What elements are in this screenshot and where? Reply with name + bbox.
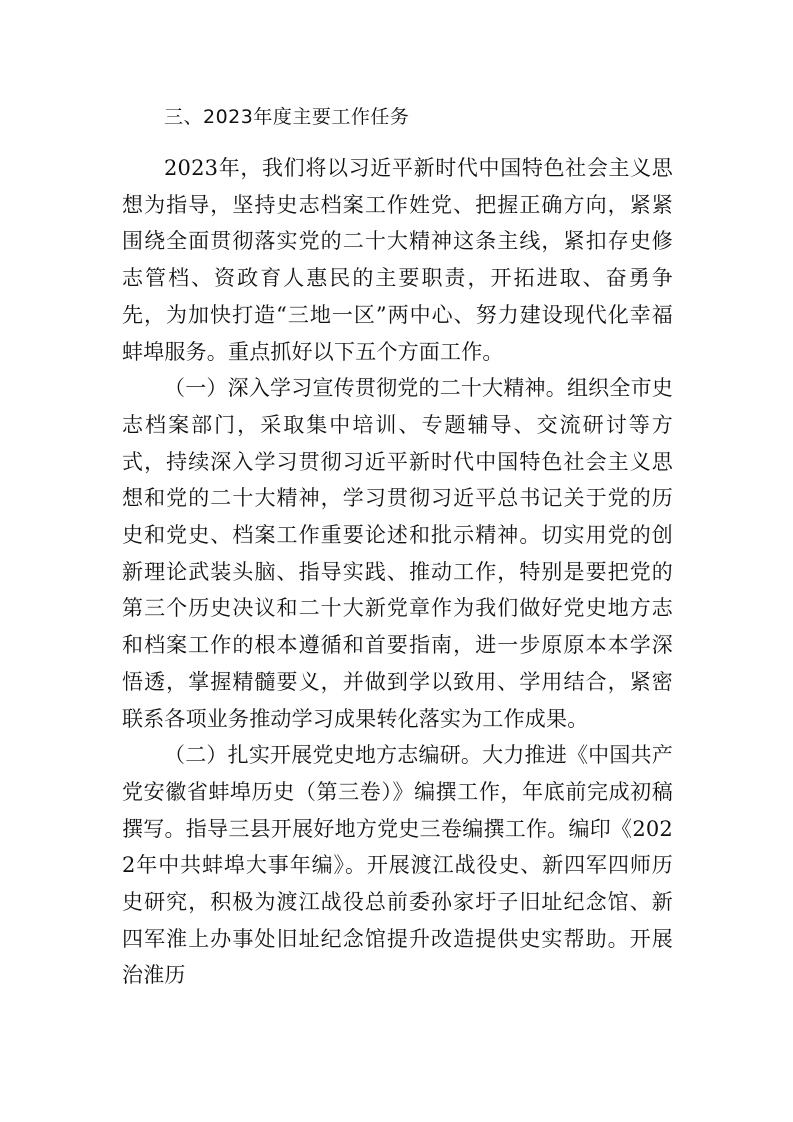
- section-heading: 三、2023年度主要工作任务: [164, 106, 410, 128]
- document-body: [122, 100, 673, 994]
- paragraph-intro: 2023年，我们将以习近平新时代中国特色社会主义思想为指导，坚持史志档案工作姓党、把握正确方向，紧紧围绕全面贯彻落实党的二十大精神这条主线，紧扣存史修志管档、资政育人惠民的主要职责，开拓进取、奋勇争先，为加快打造“三地一区”两中心、努力建设现代化幸福蚌埠服务。重点抓好以下五个方面工作。: [122, 156, 673, 364]
- paragraph-item-1: （一）深入学习宣传贯彻党的二十大精神。组织全市史志档案部门，采取集中培训、专题辅导、交流研讨等方式，持续深入学习贯彻习近平新时代中国特色社会主义思想和党的二十大精神，学习贯彻习近平总书记关于党的历史和党史、档案工作重要论述和批示精神。切实用党的创新理论武装头脑、指导实践、推动工作，特别是要把党的第三个历史决议和二十大新党章作为我们做好党史地方志和档案工作的根本遵循和首要指南，进一步原原本本学深悟透，掌握精髓要义，并做到学以致用、学用结合，紧密联系各项业务推动学习成果转化落实为工作成果。: [122, 376, 673, 731]
- paragraph-item-2: （二）扎实开展党史地方志编研。大力推进《中国共产党安徽省蚌埠历史（第三卷）》编撰工作，年底前完成初稿撰写。指导三县开展好地方党史三卷编撰工作。编印《2022年中共蚌埠大事年编》。开展渡江战役史、新四军四师历史研究，积极为渡江战役总前委孙家圩子旧址纪念馆、新四军淮上办事处旧址纪念馆提升改造提供史实帮助。开展治淮历: [122, 743, 673, 988]
